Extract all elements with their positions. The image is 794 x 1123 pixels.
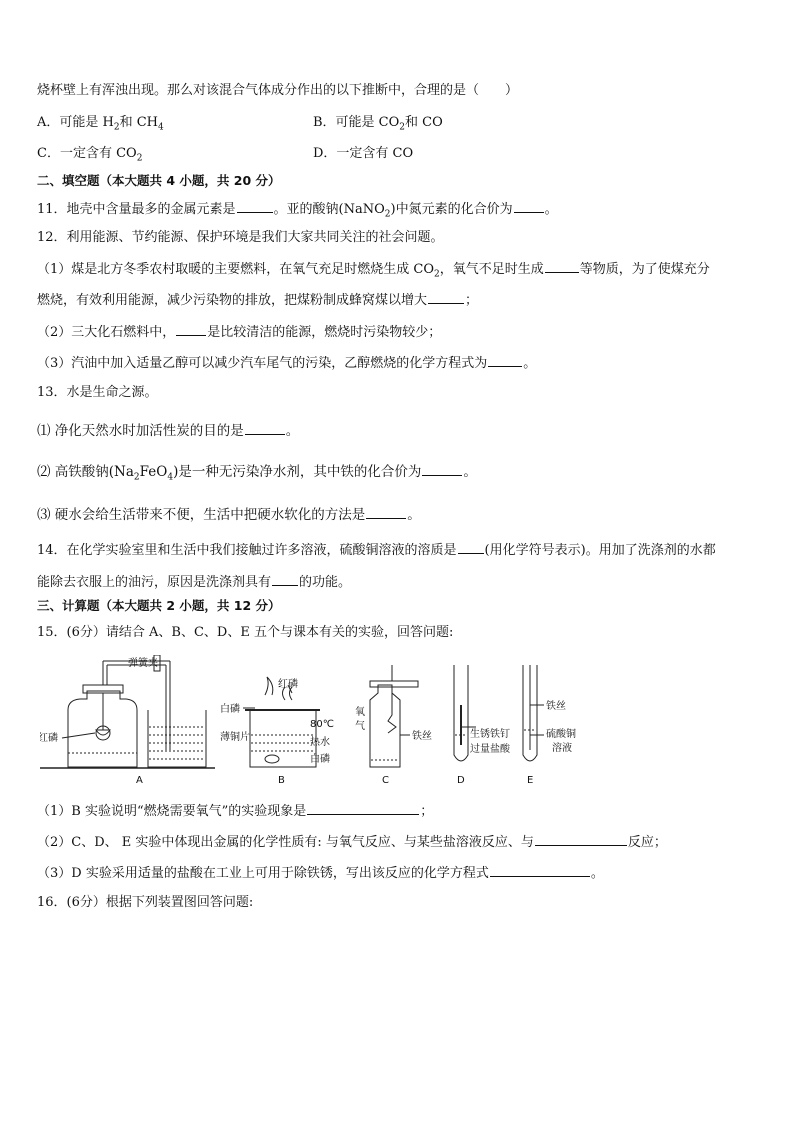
q12-s3-text-a: （3）汽油中加入适量乙醇可以减少汽车尾气的污染，乙醇燃烧的化学方程式为 — [37, 356, 488, 371]
c-wire-label: 铁丝 — [412, 731, 432, 742]
q13-sub2: ⑵ 高铁酸钠$(Na_2FeO_4)$是一种无污染净水剂，其中铁的化合价为 。 — [37, 464, 477, 483]
q10-option-d-text: D．一定含有 CO — [313, 146, 414, 161]
q12-sub3 — [37, 353, 536, 373]
q10-option-b-text: B．可能是 CO — [313, 115, 400, 130]
q11-text2: 。亚的酸钠(NaNO — [273, 202, 385, 217]
q11-blank-2[interactable] — [514, 199, 544, 213]
q12-s2-text-b: 是比较清洁的能源，燃烧时污染物较少； — [207, 325, 442, 340]
q10-option-d[interactable] — [313, 145, 413, 163]
q13-s3-blank[interactable] — [366, 505, 406, 519]
q13-sub3 — [37, 505, 421, 524]
q15-s2-text-b: 反应； — [627, 835, 667, 850]
q12-s2-text-a: （2）三大化石燃料中， — [37, 325, 176, 340]
q15-s2-text-a: （2）C、D、 E 实验中体现出金属的化学性质有: 与氧气反应、与某些盐溶液反应、与 — [37, 835, 534, 850]
q12-s1-text-e: ； — [465, 293, 479, 308]
q13-s3-text-b: 。 — [407, 507, 421, 523]
q12-s3-blank[interactable] — [488, 353, 522, 367]
a-label: A — [136, 775, 143, 786]
b-red-p-label: 红磷 — [278, 679, 298, 690]
q12-sub2 — [37, 322, 441, 342]
c-oxygen-label: 氧 — [355, 707, 365, 718]
q15-sub3 — [37, 863, 604, 883]
q15-s3-blank[interactable] — [490, 863, 590, 877]
q12-sub1-line1: （1）煤是北方冬季农村取暖的主要燃料，在氧气充足时燃烧生成 $CO_2$，氧气不足时生成 等物质，为了使煤充分 — [37, 259, 710, 279]
c-lid — [370, 681, 418, 687]
c-iron-wire — [388, 687, 396, 733]
a-clamp-label: 弹簧夹 — [128, 658, 158, 669]
q12-s1-text-a: （1）煤是北方冬季农村取暖的主要燃料，在氧气充足时燃烧生成 CO — [37, 262, 435, 277]
b-white-p-label: 白磷 — [220, 704, 240, 715]
q13-stem: 13．水是生命之源。 — [37, 385, 158, 400]
d-acid-label: 过量盐酸 — [470, 744, 510, 755]
q14-line1 — [37, 540, 716, 560]
q10-option-a-text2: 和 CH — [119, 115, 159, 130]
e-sol2-label: 溶液 — [552, 743, 572, 754]
b-flame — [265, 677, 273, 695]
c-oxygen2-label: 气 — [355, 721, 365, 732]
experiment-diagram — [40, 655, 600, 790]
q10-option-b[interactable]: B．可能是 $CO_2$和 CO — [313, 115, 443, 133]
q11-text1: 11．地壳中含量最多的金属元素是 — [37, 202, 236, 217]
q13-s3-text-a: ⑶ 硬水会给生活带来不便，生活中把硬水软化的方法是 — [37, 507, 366, 523]
q10-option-b-text2: 和 CO — [405, 115, 443, 130]
q13-s2-text-d: 。 — [463, 464, 477, 480]
q12-s1-blank-1[interactable] — [545, 259, 579, 273]
e-wire-label: 铁丝 — [546, 701, 566, 712]
q15-experiment-figure — [40, 655, 600, 790]
q11: 11．地壳中含量最多的金属元素是 。亚的酸钠(NaNO$_2$)中氮元素的化合价为 。 — [37, 199, 558, 219]
q12-s1-text-b: ，氧气不足时生成 — [439, 262, 544, 277]
q10-option-c[interactable]: C．一定含有 $CO_2$ — [37, 146, 143, 164]
q14-text-d: 的功能。 — [299, 575, 352, 590]
a-stopper — [83, 685, 123, 693]
a-beaker-water — [149, 727, 205, 759]
q11-text3: )中氮元素的化合价为 — [390, 202, 513, 217]
b-hot-water-label: 热水 — [310, 737, 330, 748]
q13-s2-text-a: ⑵ 高铁酸钠(Na — [37, 464, 134, 480]
q15-sub1 — [37, 801, 433, 821]
q15-s1-text-a: （1）B 实验说明“燃烧需要氧气”的实验现象是 — [37, 804, 307, 819]
q13-s1-blank[interactable] — [245, 421, 285, 435]
q15-s1-text-b: ； — [420, 804, 434, 819]
q13-s2-text-b: FeO — [139, 464, 168, 480]
q12-s1-text-c: 等物质，为了使煤充分 — [579, 262, 710, 277]
q12-s1-blank-2[interactable] — [428, 290, 464, 304]
e-sol1-label: 硫酸铜 — [546, 729, 576, 740]
q10-option-a-text: A．可能是 H — [37, 115, 114, 130]
q13-s2-text-c: )是一种无污染净水剂，其中铁的化合价为 — [173, 464, 422, 480]
q16-stem: 16．(6分）根据下列装置图回答问题: — [37, 895, 254, 910]
q14-text-b: (用化学符号表示)。用加了洗涤剂的水都 — [484, 543, 716, 558]
b-white-p2-label: 白磷 — [310, 754, 330, 765]
b-copper-label: 薄铜片 — [220, 732, 250, 743]
a-red-p-label: 红磷 — [40, 733, 58, 744]
c-label: C — [382, 775, 389, 786]
q14-line2 — [37, 572, 351, 592]
d-label: D — [457, 775, 465, 786]
q13-s1-text-a: ⑴ 净化天然水时加活性炭的目的是 — [37, 423, 244, 439]
q12-stem: 12．利用能源、节约能源、保护环境是我们大家共同关注的社会问题。 — [37, 230, 444, 245]
e-label: E — [527, 775, 534, 786]
q12-s2-blank[interactable] — [176, 322, 206, 336]
q15-s3-text-b: 。 — [590, 866, 604, 881]
q13-s2-blank[interactable] — [422, 462, 462, 476]
b-white-phosphorus-underwater — [265, 755, 279, 763]
q14-blank-2[interactable] — [272, 572, 298, 586]
q10-option-c-text: C．一定含有 CO — [37, 146, 137, 161]
q12-s1-text-d: 燃烧，有效利用能源，减少污染物的排放，把煤粉制成蜂窝煤以增大 — [37, 293, 428, 308]
q14-blank-1[interactable] — [458, 540, 484, 554]
b-temp-label: 80℃ — [310, 719, 334, 730]
d-nail-label: 生锈铁钉 — [470, 729, 510, 740]
q15-stem: 15．(6分）请结合 A、B、C、D、E 五个与课本有关的实验，回答问题: — [37, 625, 454, 640]
q11-blank-1[interactable] — [237, 199, 273, 213]
section-2-heading: 二、填空题（本大题共 4 小题，共 20 分） — [37, 173, 281, 188]
section-3-heading: 三、计算题（本大题共 2 小题，共 12 分） — [37, 598, 281, 613]
q14-text-a: 14．在化学实验室里和生活中我们接触过许多溶液，硫酸铜溶液的溶质是 — [37, 543, 457, 558]
b-label: B — [278, 775, 285, 786]
a-spoon — [96, 730, 110, 735]
q15-s1-blank[interactable] — [307, 801, 419, 815]
q15-s2-blank[interactable] — [535, 832, 627, 846]
b-beaker — [250, 710, 316, 767]
q12-s3-text-b: 。 — [523, 356, 537, 371]
q10-stem: 烧杯壁上有浑浊出现。那么对该混合气体成分作出的以下推断中，合理的是（ ） — [37, 83, 519, 98]
q13-s1-text-b: 。 — [285, 423, 300, 439]
a-leader — [62, 733, 95, 738]
q15-sub2 — [37, 832, 667, 852]
q15-s3-text-a: （3）D 实验采用适量的盐酸在工业上可用于除铁锈，写出该反应的化学方程式 — [37, 866, 489, 881]
b-hot-water — [251, 735, 315, 751]
a-beaker — [148, 710, 206, 767]
q13-sub1 — [37, 421, 299, 440]
q12-sub1-line2 — [37, 290, 478, 310]
q10-option-a[interactable]: A．可能是 $H_2$和 $CH_4$ — [37, 115, 164, 133]
q14-text-c: 能除去衣服上的油污，原因是洗涤剂具有 — [37, 575, 272, 590]
q11-text4: 。 — [544, 202, 558, 217]
